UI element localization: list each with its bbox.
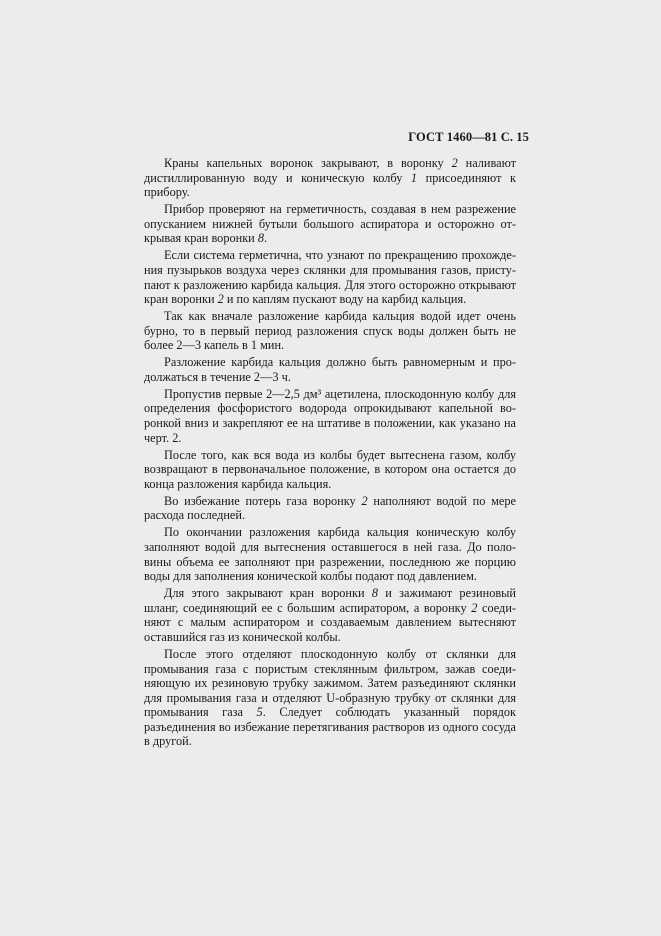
- ref-number: 2: [361, 493, 368, 508]
- paragraph: Для этого закрывают кран воронки 8 и зажимают резиновый шланг, соединяющий ее с большим аспиратором, а воронку 2 соединяют с малым аспиратором и создаваемым давлением вытесняют оставшийся газ из конической колбы.: [144, 586, 517, 644]
- paragraph: Во избежание потерь газа воронку 2 наполняют водой по мере расхода последней.: [144, 493, 516, 523]
- paragraph: По окончании разложения карбида кальция коническую колбу заполняют водой для вытеснения оставшегося в ней газа. До половины объема ее заполняют при разрежении, последнюю же порцию воды для заполнения конической колбы подают под давлением.: [144, 525, 516, 584]
- paragraph: После этого отделяют плоскодонную колбу от склянки для промывания газа с пористым стеклянным фильтром, зажав соединяющую их резиновую трубку зажимом. Затем разъединяют склянки для промывания газа и отделяют U-образную трубку от склянки для промывания газа 5. Следует соблюдать указанный порядок разъединения во избежание перетягивания растворов из одного сосуда в другой.: [144, 646, 516, 749]
- paragraph: Разложение карбида кальция должно быть равномерным и продолжаться в течение 2—3 ч.: [144, 355, 516, 384]
- paragraph: Так как вначале разложение карбида кальция водой идет очень бурно, то в первый период разложения спуск воды должен быть не более 2—3 капель в 1 мин.: [144, 309, 516, 353]
- paragraph: Прибор проверяют на герметичность, создавая в нем разрежение опусканием нижней бутыли большого аспиратора и осторожно открывая кран воронки 8.: [144, 202, 516, 246]
- ref-number: 8: [257, 231, 264, 246]
- ref-number: 5: [256, 705, 263, 720]
- paragraph: Пропустив первые 2—2,5 дм³ ацетилена, плоскодонную колбу для определения фосфористого водорода опрокидывают капельной воронкой вниз и закрепляют ее на штативе в положении, как указано на черт. 2.: [144, 386, 516, 445]
- body-text: [144, 156, 516, 749]
- paragraph: Если система герметична, что узнают по прекращению прохождения пузырьков воздуха через склянки для промывания газов, приступают к разложению карбида кальция. Для этого осторожно открывают кран воронки 2 и по каплям пускают воду на карбид кальция.: [144, 248, 516, 307]
- ref-number: 2: [471, 600, 478, 615]
- page-header: ГОСТ 1460—81 С. 15: [408, 130, 529, 144]
- ref-number: 2: [451, 156, 458, 170]
- ref-number: 8: [371, 586, 379, 601]
- ref-number: 2: [217, 292, 224, 307]
- paragraph: Краны капельных воронок закрывают, в воронку 2 наливают дистиллированную воду и коническую колбу 1 присоединяют к прибору.: [144, 156, 516, 200]
- paragraph: После того, как вся вода из колбы будет вытеснена газом, колбу возвращают в первоначальное положение, в котором она остается до конца разложения карбида кальция.: [144, 447, 516, 491]
- ref-number: 1: [410, 170, 418, 185]
